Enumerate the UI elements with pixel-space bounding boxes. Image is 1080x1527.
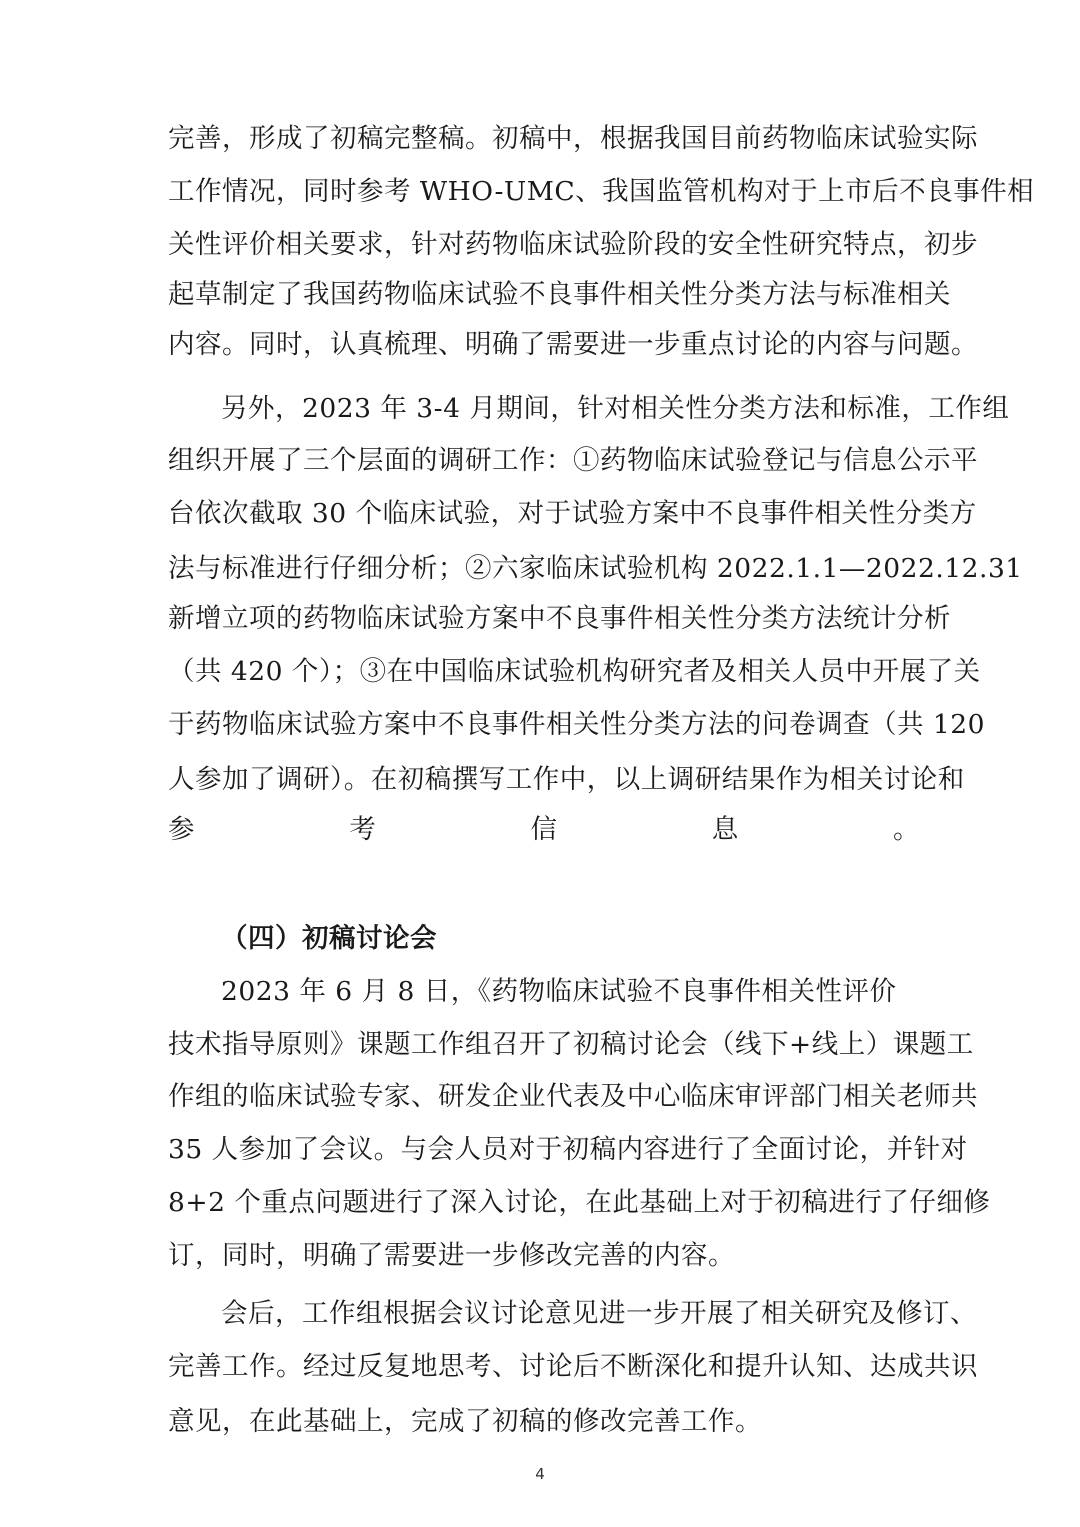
- paragraph-2-line: [168, 863, 920, 903]
- paragraph-2-line: 法与标准进行仔细分析；②六家临床试验机构 2022.1.1—2022.12.31: [168, 553, 1023, 584]
- paragraph-2-line: 台依次截取 30 个临床试验，对于试验方案中不良事件相关性分类方: [168, 498, 977, 529]
- paragraph-1-line: 关性评价相关要求，针对药物临床试验阶段的安全性研究特点，初步: [168, 229, 978, 260]
- page-number: 4: [535, 1465, 545, 1483]
- paragraph-2-line: （共 420 个）；③在中国临床试验机构研究者及相关人员中开展了关: [168, 656, 981, 687]
- paragraph-2-line: 组织开展了三个层面的调研工作：①药物临床试验登记与信息公示平: [168, 445, 978, 476]
- paragraph-2-line: 于药物临床试验方案中不良事件相关性分类方法的问卷调查（共 120: [168, 709, 986, 740]
- paragraph-3-line: 2023 年 6 月 8 日，《药物临床试验不良事件相关性评价: [221, 976, 897, 1007]
- paragraph-1-line: 内容。同时，认真梳理、明确了需要进一步重点讨论的内容与问题。: [168, 329, 978, 360]
- paragraph-1-line: 完善，形成了初稿完整稿。初稿中，根据我国目前药物临床试验实际: [168, 123, 978, 154]
- paragraph-2-line: 另外，2023 年 3-4 月期间，针对相关性分类方法和标准，工作组: [221, 393, 1010, 424]
- paragraph-3-line: 35 人参加了会议。与会人员对于初稿内容进行了全面讨论，并针对: [168, 1134, 968, 1165]
- paragraph-4-line: 完善工作。经过反复地思考、讨论后不断深化和提升认知、达成共识: [168, 1351, 978, 1382]
- paragraph-4-line: 会后，工作组根据会议讨论意见进一步开展了相关研究及修订、: [221, 1298, 977, 1329]
- paragraph-3-line: 订，同时，明确了需要进一步修改完善的内容。: [168, 1240, 735, 1271]
- paragraph-2-line: 新增立项的药物临床试验方案中不良事件相关性分类方法统计分析: [168, 603, 951, 634]
- paragraph-4-line: 意见，在此基础上，完成了初稿的修改完善工作。: [168, 1406, 762, 1437]
- paragraph-3-line: 8+2 个重点问题进行了深入讨论，在此基础上对于初稿进行了仔细修: [168, 1187, 991, 1218]
- paragraph-2-line: 参考信息。: [168, 814, 920, 845]
- paragraph-2-line: 人参加了调研）。在初稿撰写工作中，以上调研结果作为相关讨论和: [168, 764, 965, 795]
- section-heading: （四）初稿讨论会: [221, 923, 437, 954]
- paragraph-3-line: 作组的临床试验专家、研发企业代表及中心临床审评部门相关老师共: [168, 1081, 978, 1112]
- paragraph-1-line: 起草制定了我国药物临床试验不良事件相关性分类方法与标准相关: [168, 279, 951, 310]
- paragraph-3-line: 技术指导原则》课题工作组召开了初稿讨论会（线下+线上）课题工: [168, 1029, 974, 1060]
- paragraph-1-line: 工作情况，同时参考 WHO-UMC、我国监管机构对于上市后不良事件相: [168, 176, 1035, 207]
